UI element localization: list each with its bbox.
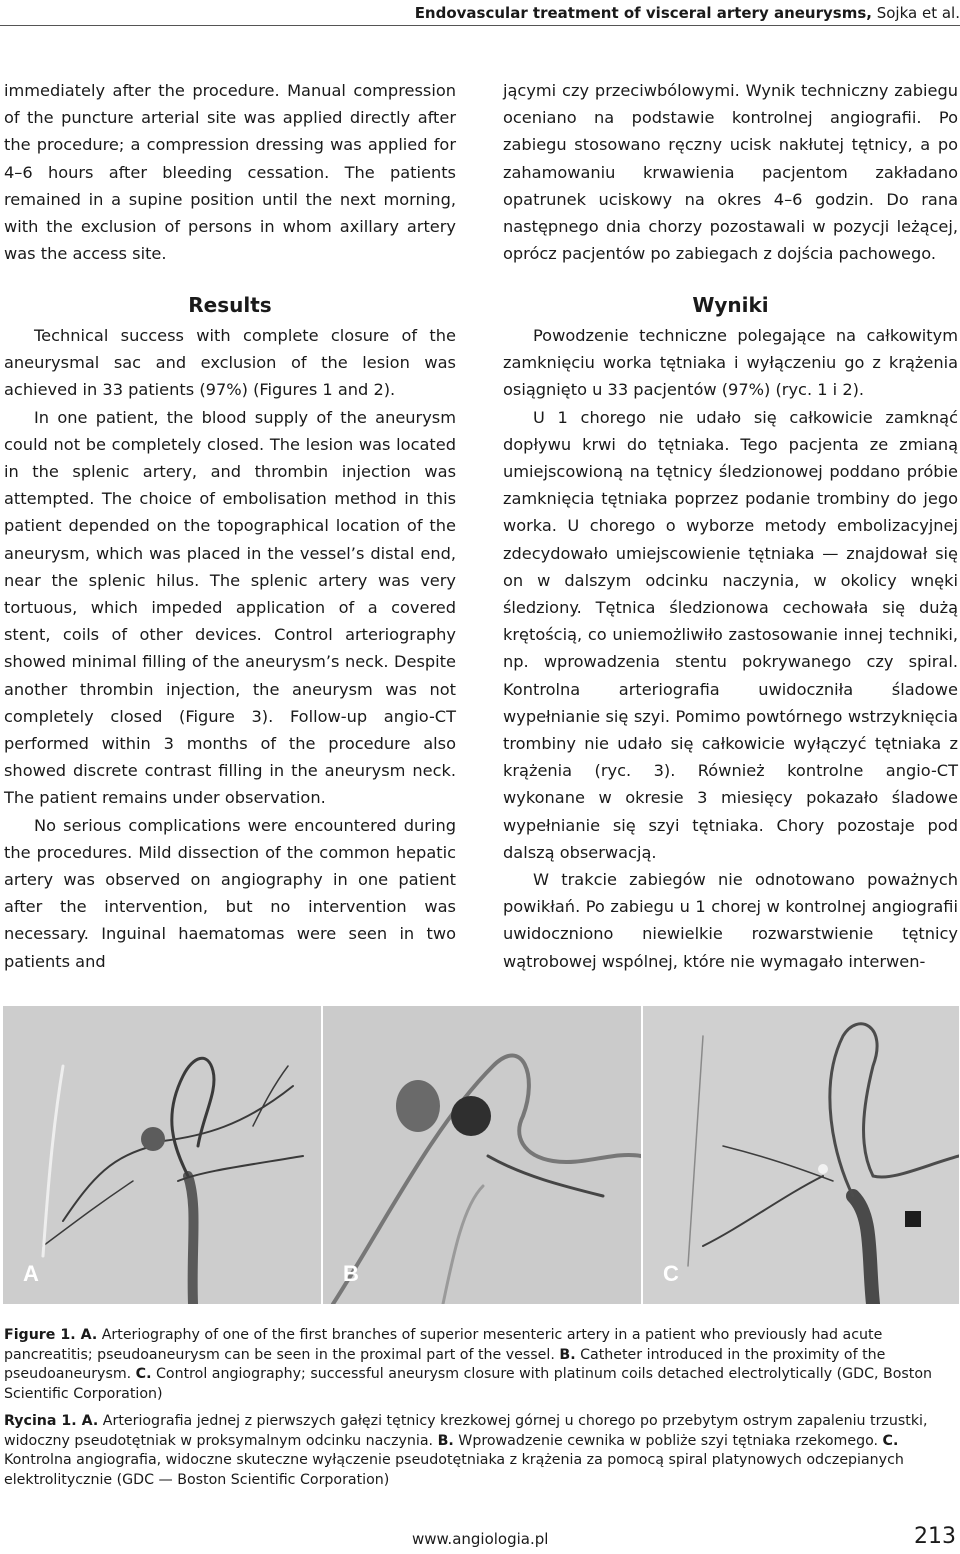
angiogram-panel-c bbox=[643, 1006, 959, 1304]
results-paragraph: Technical success with complete closure of the aneurysmal sac and exclusion of the lesion was achieved in 33 patients (97%) (Figures 1 and 2). bbox=[4, 326, 456, 400]
intro-left bbox=[4, 77, 456, 267]
wyniki-heading: Wyniki bbox=[692, 293, 769, 317]
wyniki-paragraph: Powodzenie techniczne polegające na całkowitym zamknięciu worka tętniaka i wyłączeniu go z krążenia osiągnięto u 33 pacjentów (97%) (ryc. 1 i 2). bbox=[503, 326, 958, 400]
page-number: 213 bbox=[914, 1524, 956, 1549]
journal-title: Endovascular treatment of visceral artery aneurysms, bbox=[414, 4, 872, 22]
intro-left-text: immediately after the procedure. Manual compression of the puncture arterial site was applied directly after the procedure; a compression dressing was applied for 4–6 hours after bleeding cessation. The patients remained in a supine position until the next morning, with the exclusion of persons in whom axillary artery was the access site. bbox=[4, 81, 456, 264]
running-header bbox=[0, 4, 960, 22]
caption-en-text-c: Control angiography; successful aneurysm closure with platinum coils detached electrolytically (GDC, Boston Scientific Corporation) bbox=[4, 1366, 933, 1402]
caption-pl-text-b: Wprowadzenie cewnika w pobliże szyi tętniaka rzekomego. bbox=[453, 1432, 883, 1449]
running-authors: Sojka et al. bbox=[871, 4, 960, 22]
intro-right bbox=[503, 77, 958, 267]
angiogram-panel-a bbox=[3, 1006, 321, 1304]
footer-url[interactable]: www.angiologia.pl bbox=[412, 1530, 549, 1548]
figure-caption-pl bbox=[4, 1412, 952, 1490]
results-body bbox=[4, 322, 456, 975]
results-paragraph: No serious complications were encountered during the procedures. Mild dissection of the common hepatic artery was observed on angiography in one patient after the intervention, but no intervention was necessary. Inguinal haematomas were seen in two patients and bbox=[4, 815, 456, 971]
wyniki-body bbox=[503, 322, 958, 975]
caption-en-text-b: Catheter introduced in the proximity of the pseudoaneurysm. bbox=[4, 1346, 886, 1382]
caption-en-label: Figure 1. A. bbox=[4, 1327, 98, 1343]
angiogram-panel-b bbox=[323, 1006, 641, 1304]
panel-label-a: A bbox=[23, 1261, 39, 1286]
results-heading: Results bbox=[188, 293, 272, 317]
wyniki-paragraph: U 1 chorego nie udało się całkowicie zamknąć dopływu krwi do tętniaka. Tego pacjenta ze zmianą umiejscowioną na tętnicy śledzionowej poddano próbie zamknięcia tętniaka poprzez podanie trombiny do jego worka. U chorego o wyborze metody embolizacyjnej zdecydowało umiejscowienie tętniaka — znajdował się on w dalszym odcinku naczynia, w okolicy wnęki śledziony. Tętnica śledzionowa cechowała się dużą krętością, co uniemożliwiło zastosowanie innej techniki, np. wprowadzenia stentu pokrywanego czy spiral. Kontrolna arteriografia uwidoczniła śladowe wypełnianie się szyi. Pomimo powtórnego wstrzyknięcia trombiny nie udało się całkowicie wyłączyć tętniaka z krążenia (ryc. 3). Również kontrolne angio-CT wykonane w okresie 3 miesięcy pokazało śladowe wypełnianie się szyi tętniaka. Chory pozostaje pod dalszą obserwacją. bbox=[503, 407, 958, 862]
intro-right-text: jącymi czy przeciwbólowymi. Wynik techniczny zabiegu oceniano na podstawie kontrolnej angiografii. Po zabiegu stosowano ręczny ucisk nakłutej tętnicy, a po zahamowaniu krwawienia pacjentom zakładano opatrunek uciskowy na okres 4–6 godzin. Do rana następnego dnia chorzy pozostawali w pozycji leżącej, oprócz pacjentów po zabiegach z dojścia pachowego. bbox=[503, 81, 958, 264]
caption-pl-label-c: C. bbox=[882, 1432, 899, 1449]
panel-label-c: C bbox=[663, 1261, 679, 1286]
header-rule bbox=[0, 25, 960, 26]
wyniki-paragraph: W trakcie zabiegów nie odnotowano poważnych powikłań. Po zabiegu u 1 chorej w kontrolnej angiografii uwidoczniono niewielkie rozwarstwienie tętnicy wątrobowej wspólnej, które nie wymagało interwen- bbox=[503, 870, 958, 971]
panel-label-b: B bbox=[343, 1261, 359, 1286]
results-paragraph: In one patient, the blood supply of the aneurysm could not be completely closed. The lesion was located in the splenic artery, and thrombin injection was attempted. The choice of embolisation method in this patient depended on the topographical location of the aneurysm, which was placed in the vessel’s distal end, near the splenic hilus. The splenic artery was very tortuous, which impeded application of a covered stent, coils of other devices. Control arteriography showed minimal filling of the aneurysm’s neck. Despite another thrombin injection, the aneurysm was not completely closed (Figure 3). Follow-up angio-CT performed within 3 months of the procedure also showed discrete contrast filling in the aneurysm neck. The patient remains under observation. bbox=[4, 407, 456, 808]
caption-pl-label-b: B. bbox=[437, 1432, 454, 1449]
figure-caption-en bbox=[4, 1326, 952, 1404]
caption-en-text-a: Arteriography of one of the first branches of superior mesenteric artery in a patient who previously had acute pancreatitis; pseudoaneurysm can be seen in the proximal part of the vessel. bbox=[4, 1327, 883, 1363]
caption-en-label-b: B. bbox=[559, 1346, 576, 1363]
caption-pl-label: Rycina 1. A. bbox=[4, 1413, 99, 1429]
caption-pl-text-c: Kontrolna angiografia, widoczne skuteczne wyłączenie pseudotętniaka z krążenia za pomocą spiral platynowych odczepianych elektrolitycznie (GDC — Boston Scientific Corporation) bbox=[4, 1452, 904, 1488]
caption-pl-text-a: Arteriografia jednej z pierwszych gałęzi tętnicy krezkowej górnej u chorego po przebytym ostrym zapaleniu trzustki, widoczny pseudotętniak w proksymalnym odcinku naczynia. bbox=[4, 1413, 928, 1449]
caption-en-label-c: C. bbox=[135, 1366, 152, 1382]
